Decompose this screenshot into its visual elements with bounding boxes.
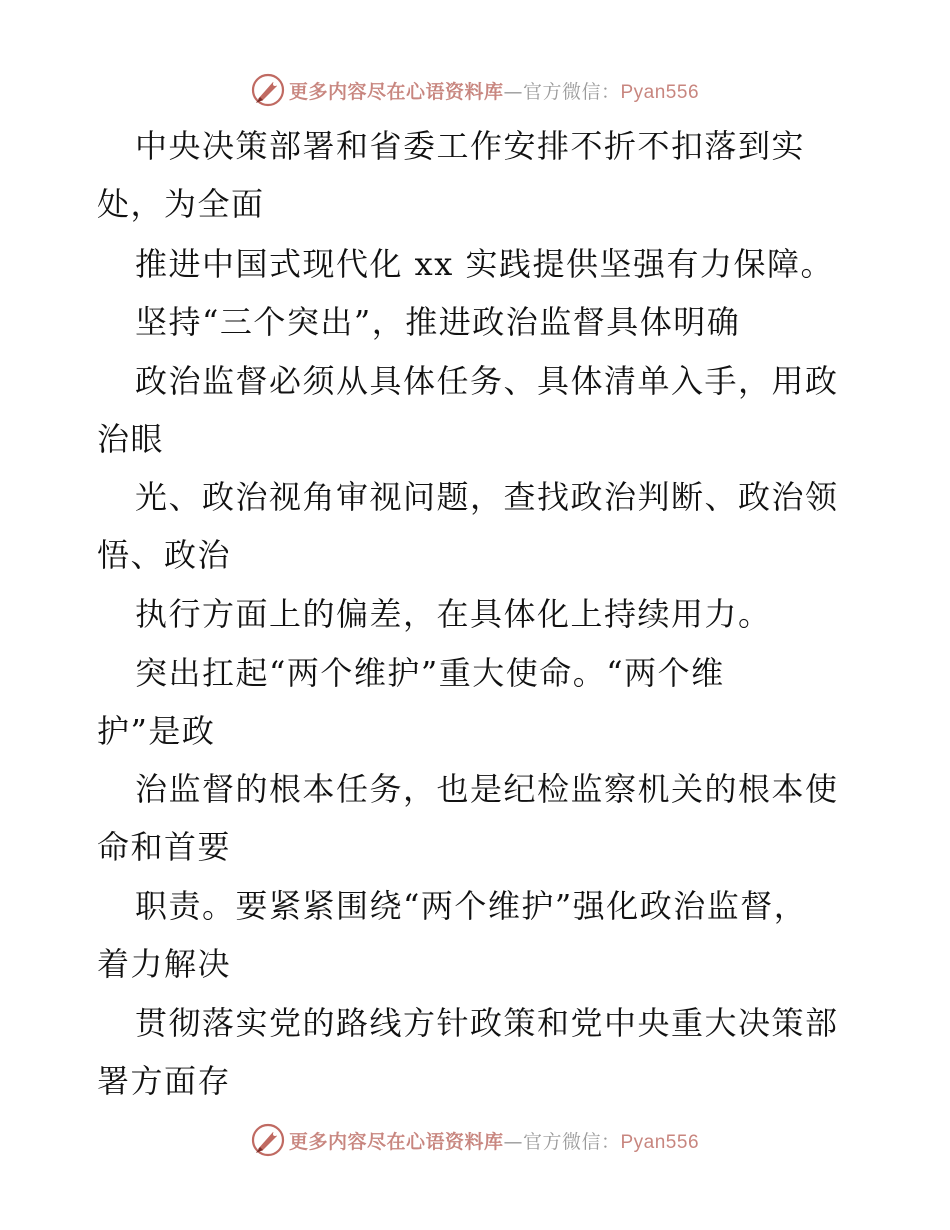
body-line: 处，为全面 — [97, 185, 265, 223]
watermark-wechat-label: 官方微信： — [522, 1130, 621, 1153]
body-line: 光、政治视角审视问题，查找政治判断、政治领 — [135, 478, 839, 516]
watermark-dash: — — [503, 1130, 523, 1153]
watermark-text — [289, 1127, 699, 1154]
body-line: 突出扛起“两个维护”重大使命。“两个维 — [135, 654, 725, 692]
body-line: 坚持“三个突出”，推进政治监督具体明确 — [135, 303, 741, 341]
body-line: 执行方面上的偏差，在具体化上持续用力。 — [135, 595, 772, 633]
body-line: 政治监督必须从具体任务、具体清单入手，用政 — [135, 362, 839, 400]
watermark-wechat-id: Pyan556 — [620, 1131, 700, 1153]
watermark-wechat-id: Pyan556 — [620, 81, 700, 103]
body-line: 贯彻落实党的路线方针政策和党中央重大决策部 — [135, 1004, 839, 1042]
watermark-dash: — — [503, 80, 523, 103]
body-line: 命和首要 — [97, 828, 232, 866]
watermark-wechat-label: 官方微信： — [522, 80, 621, 103]
watermark-text — [289, 77, 699, 104]
header-watermark — [0, 72, 950, 108]
watermark-site-text: 更多内容尽在心语资料库 — [288, 1130, 504, 1153]
body-line: 职责。要紧紧围绕“两个维护”强化政治监督， — [135, 887, 808, 925]
body-line: 悟、政治 — [97, 536, 232, 574]
watermark-site-text: 更多内容尽在心语资料库 — [288, 80, 504, 103]
footer-watermark — [0, 1122, 950, 1158]
body-line: 署方面存 — [97, 1062, 232, 1100]
body-line: 护”是政 — [97, 712, 216, 750]
body-line: 治眼 — [97, 420, 165, 458]
pen-logo-icon — [251, 1123, 285, 1157]
body-line: 推进中国式现代化 xx 实践提供坚强有力保障。 — [135, 245, 834, 283]
body-line: 着力解决 — [97, 945, 232, 983]
body-line: 治监督的根本任务，也是纪检监察机关的根本使 — [135, 770, 839, 808]
body-line: 中央决策部署和省委工作安排不折不扣落到实 — [135, 127, 806, 165]
pen-logo-icon — [251, 73, 285, 107]
